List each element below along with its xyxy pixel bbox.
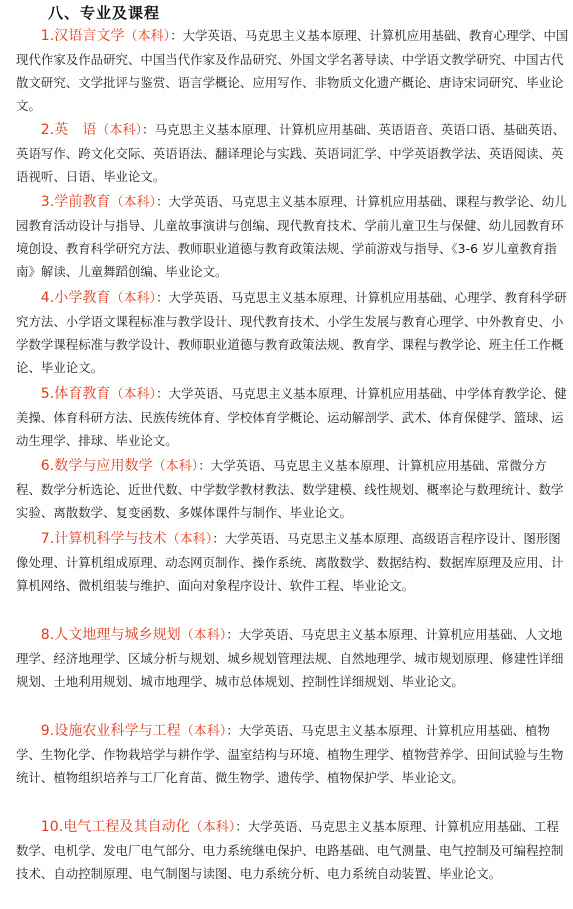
major-name: 英 语	[54, 122, 97, 138]
colon: ：	[212, 531, 225, 546]
major-number: 5.	[40, 386, 55, 402]
major-item	[16, 382, 570, 452]
major-item	[16, 719, 570, 789]
degree-label: （本科）	[166, 532, 213, 547]
degree-label: （本科）	[96, 123, 143, 138]
major-item	[16, 623, 570, 693]
course-list: 大学英语、马克思主义基本原理、计算机应用基础、常微分方程、数学分析选论、近世代数、中学数学教材教法、数学建模、线性规划、概率论与数理统计、数学实验、离散数学、复变函数、多媒体课件与制作、毕业论文。	[16, 458, 564, 520]
colon: ：	[235, 819, 248, 834]
major-name: 汉语言文学	[54, 28, 125, 44]
degree-label: （本科）	[189, 820, 236, 835]
degree-label: （本科）	[124, 29, 171, 44]
major-number: 7.	[40, 531, 55, 547]
degree-label: （本科）	[110, 291, 157, 306]
major-number: 1.	[40, 28, 55, 44]
major-name: 小学教育	[54, 290, 111, 306]
major-item	[16, 527, 570, 597]
major-number: 6.	[40, 458, 55, 474]
colon: ：	[198, 458, 211, 473]
major-number: 3.	[40, 194, 55, 210]
major-item	[16, 815, 570, 885]
major-number: 10.	[40, 819, 64, 835]
major-name: 计算机科学与技术	[54, 531, 167, 547]
degree-label: （本科）	[180, 724, 227, 739]
course-list: 大学英语、马克思主义基本原理、计算机应用基础、心理学、教育科学研究方法、小学语文课程标准与教学设计、现代教育技术、小学生发展与教育心理学、中外教育史、小学数学课程标准与教学设计、教师职业道德与教育政策法规、教育学、课程与教学论、班主任工作概论、毕业论文。	[16, 290, 567, 375]
colon: ：	[142, 122, 155, 137]
major-name: 设施农业科学与工程	[54, 723, 181, 739]
course-list: 大学英语、马克思主义基本原理、计算机应用基础、工程数学、电机学、发电厂电气部分、电力系统继电保护、电路基础、电气测量、电气控制及可编程控制技术、自动控制原理、电气制图与读图、电力系统分析、电力系统自动装置、毕业论文。	[16, 819, 564, 881]
major-number: 2.	[40, 122, 55, 138]
major-name: 电气工程及其自动化	[63, 819, 190, 835]
major-item	[16, 454, 570, 524]
course-list: 大学英语、马克思主义基本原理、计算机应用基础、植物学、生物化学、作物栽培学与耕作学、温室结构与环境、植物生理学、植物营养学、田间试验与生物统计、植物组织培养与工厂化育苗、微生物学、遗传学、植物保护学、毕业论文。	[16, 723, 564, 785]
colon: ：	[156, 194, 169, 209]
colon: ：	[226, 627, 239, 642]
course-list: 马克思主义基本原理、计算机应用基础、英语语音、英语口语、基础英语、英语写作、跨文化交际、英语语法、翻译理论与实践、英语词汇学、中学英语教学法、英语阅读、英语视听、日语、毕业论文。	[16, 122, 566, 184]
major-number: 8.	[40, 627, 55, 643]
major-name: 体育教育	[54, 386, 111, 402]
major-name: 人文地理与城乡规划	[54, 627, 181, 643]
colon: ：	[156, 386, 169, 401]
major-item	[16, 190, 570, 283]
degree-label: （本科）	[180, 628, 227, 643]
major-number: 9.	[40, 723, 55, 739]
major-name: 学前教育	[54, 194, 111, 210]
major-number: 4.	[40, 290, 55, 306]
course-list: 大学英语、马克思主义基本原理、高级语言程序设计、图形图像处理、计算机组成原理、动态网页制作、操作系统、离散数学、数据结构、数据库原理及应用、计算机网络、微机组装与维护、面向对象程序设计、软件工程、毕业论文。	[16, 531, 564, 593]
major-item	[16, 286, 570, 379]
section-title: 八、专业及课程	[48, 4, 161, 22]
major-name: 数学与应用数学	[54, 458, 153, 474]
degree-label: （本科）	[110, 387, 157, 402]
course-list: 大学英语、马克思主义基本原理、计算机应用基础、人文地理学、经济地理学、区域分析与规划、城乡规划管理法规、自然地理学、城市规划原理、修建性详细规划、土地利用规划、城市地理学、城市总体规划、控制性详细规划、毕业论文。	[16, 627, 564, 689]
major-item	[16, 24, 570, 117]
course-list: 大学英语、马克思主义基本原理、计算机应用基础、中学体育教学论、健美操、体育科研方法、民族传统体育、学校体育学概论、运动解剖学、武术、体育保健学、篮球、运动生理学、排球、毕业论文。	[16, 386, 567, 448]
course-list: 大学英语、马克思主义基本原理、计算机应用基础、课程与教学论、幼儿园教育活动设计与指导、儿童故事演讲与创编、现代教育技术、学前儿童卫生与保健、幼儿园教育环境创设、教育科学研究方法、教师职业道德与教育政策法规、学前游戏与指导、《3-6 岁儿童教育指南》解读、儿童舞蹈创编、毕业论文。	[16, 194, 567, 279]
major-item	[16, 118, 570, 188]
degree-label: （本科）	[110, 195, 157, 210]
degree-label: （本科）	[152, 459, 199, 474]
colon: ：	[156, 290, 169, 305]
colon: ：	[170, 28, 183, 43]
course-list: 大学英语、马克思主义基本原理、计算机应用基础、教育心理学、中国现代作家及作品研究、中国当代作家及作品研究、外国文学名著导读、中学语文教学研究、中国古代散文研究、文学批评与鉴赏、语言学概论、应用写作、非物质文化遗产概论、唐诗宋词研究、毕业论文。	[16, 28, 569, 113]
colon: ：	[226, 723, 239, 738]
